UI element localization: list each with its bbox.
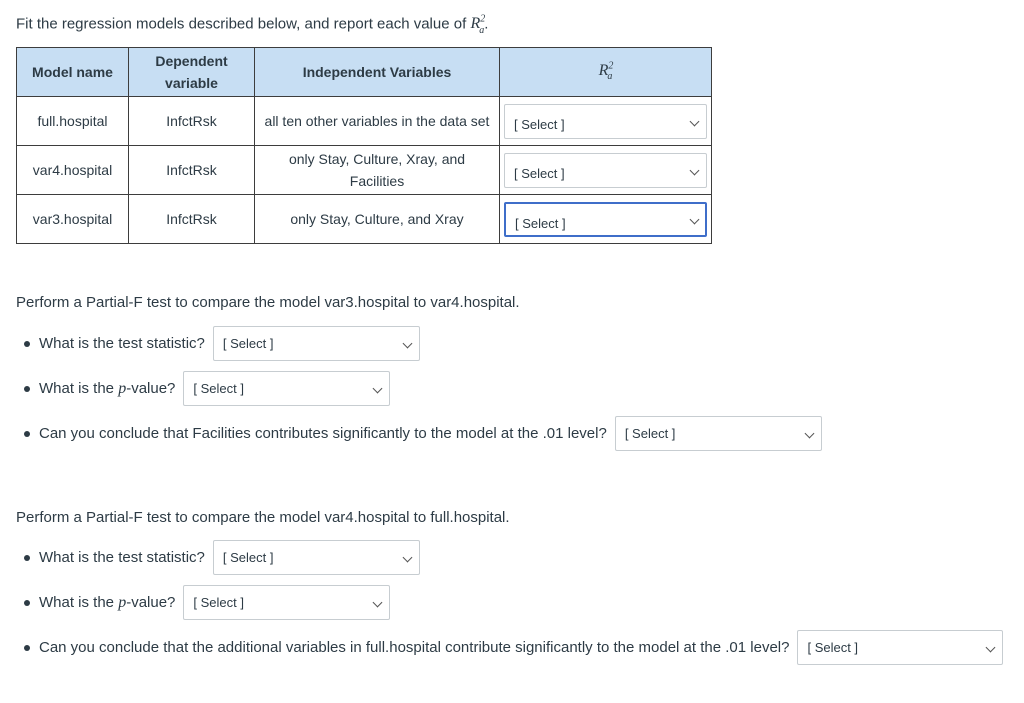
r-squared-adj-symbol: $R^2_a$ [470, 14, 486, 36]
bullet-icon [24, 645, 30, 651]
header-dependent: Dependent variable [129, 48, 255, 97]
independent-variables: all ten other variables in the data set [255, 97, 500, 146]
chevron-down-icon [986, 643, 996, 653]
independent-variables: only Stay, Culture, and Xray [255, 195, 500, 244]
independent-variables: only Stay, Culture, Xray, and Facilities [255, 146, 500, 195]
bullet-icon [24, 600, 30, 606]
r-squared-select-full-hospital[interactable]: [ Select ] [504, 104, 707, 139]
intro-text: Fit the regression models described below, and report each value of $R^2_a$. [16, 14, 489, 36]
dependent-variable: InfctRsk [129, 97, 255, 146]
chevron-down-icon [804, 429, 814, 439]
dependent-variable: InfctRsk [129, 195, 255, 244]
bullet-icon [24, 341, 30, 347]
section2-conclusion-row: Can you conclude that the additional variables in full.hospital contribute significantly to the model at the .01 level? [ Select ] [24, 630, 1003, 665]
table-row [17, 195, 712, 244]
table-row [17, 97, 712, 146]
models-table [16, 47, 712, 244]
table-row [17, 146, 712, 195]
chevron-down-icon [690, 214, 700, 224]
chevron-down-icon [373, 598, 383, 608]
r-squared-select-var4-hospital[interactable]: [ Select ] [504, 153, 707, 188]
section1-conclusion-select[interactable]: [ Select ] [615, 416, 822, 451]
section2-conclusion-select[interactable]: [ Select ] [797, 630, 1003, 665]
model-name: var3.hospital [17, 195, 129, 244]
model-name: full.hospital [17, 97, 129, 146]
section2-p-value-select[interactable]: [ Select ] [183, 585, 390, 620]
bullet-icon [24, 431, 30, 437]
r-squared-select-var3-hospital[interactable]: [ Select ] [504, 202, 707, 237]
section2-test-statistic-row: What is the test statistic? [ Select ] [24, 540, 420, 575]
chevron-down-icon [402, 553, 412, 563]
section2-test-statistic-select[interactable]: [ Select ] [213, 540, 420, 575]
section2-title: Perform a Partial-F test to compare the model var4.hospital to full.hospital. [16, 509, 510, 526]
chevron-down-icon [402, 339, 412, 349]
chevron-down-icon [373, 384, 383, 394]
model-name: var4.hospital [17, 146, 129, 195]
section1-conclusion-row: Can you conclude that Facilities contributes significantly to the model at the .01 level? [ Select ] [24, 416, 822, 451]
header-independent: Independent Variables [255, 48, 500, 97]
section1-test-statistic-select[interactable]: [ Select ] [213, 326, 420, 361]
section1-title: Perform a Partial-F test to compare the model var3.hospital to var4.hospital. [16, 294, 520, 311]
section2-p-value-row: What is the p-value? [ Select ] [24, 585, 390, 620]
dependent-variable: InfctRsk [129, 146, 255, 195]
bullet-icon [24, 555, 30, 561]
bullet-icon [24, 386, 30, 392]
header-r-squared: $R^2_a$ [500, 48, 712, 97]
header-model-name: Model name [17, 48, 129, 97]
section1-test-statistic-row: What is the test statistic? [ Select ] [24, 326, 420, 361]
section1-p-value-row: What is the p-value? [ Select ] [24, 371, 390, 406]
chevron-down-icon [690, 165, 700, 175]
section1-p-value-select[interactable]: [ Select ] [183, 371, 390, 406]
table-header-row [17, 48, 712, 97]
chevron-down-icon [690, 116, 700, 126]
